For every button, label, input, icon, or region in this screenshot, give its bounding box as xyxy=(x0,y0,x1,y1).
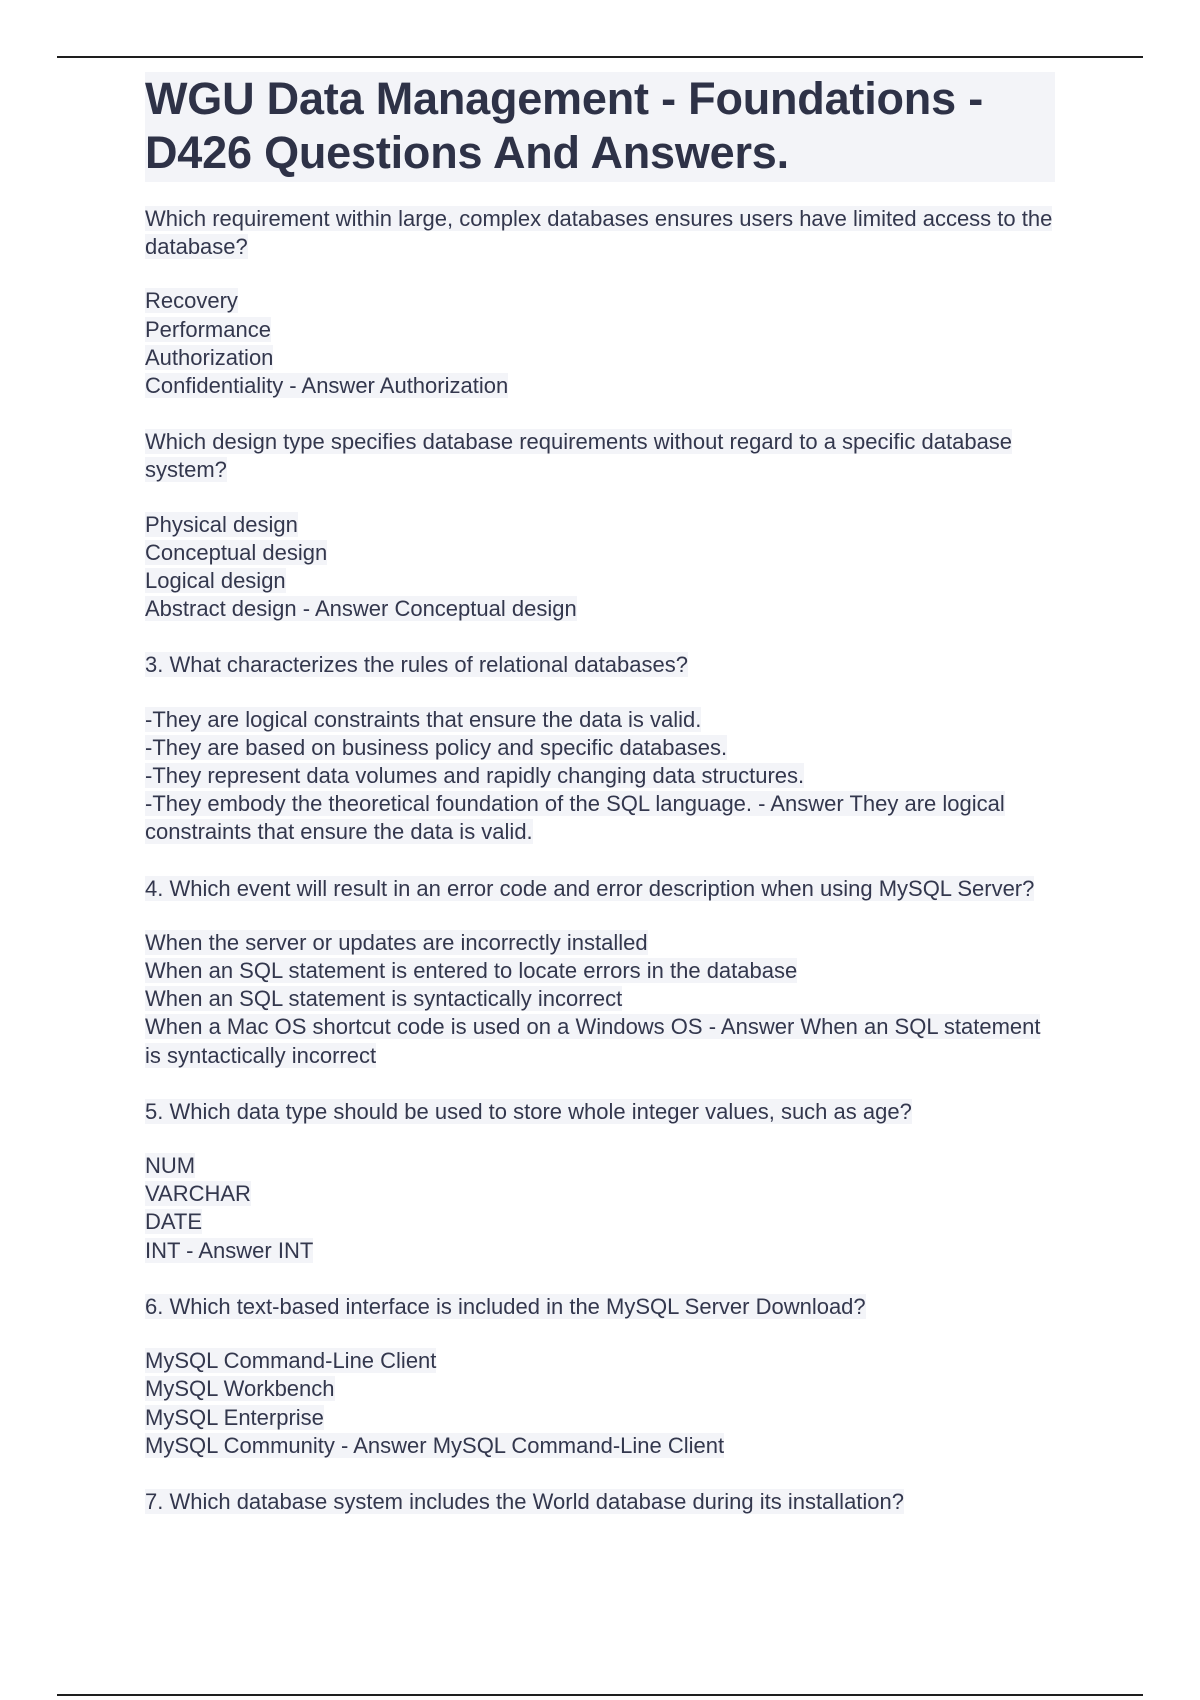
document-title: WGU Data Management - Foundations - D426 Questions And Answers. xyxy=(145,72,1055,182)
answer-option: Performance xyxy=(145,316,271,342)
answer-option: When a Mac OS shortcut code is used on a Windows OS - Answer When an SQL statement is syntactically incorrect xyxy=(145,1014,1041,1068)
qa-item xyxy=(145,1098,1055,1265)
answer-option: When an SQL statement is entered to locate errors in the database xyxy=(145,958,798,984)
qa-item xyxy=(145,875,1055,1070)
answer-option: Conceptual design xyxy=(145,539,328,565)
answer-option: Physical design xyxy=(145,511,298,537)
answer-option: When the server or updates are incorrectly installed xyxy=(145,929,648,955)
answer-option: NUM xyxy=(145,1153,196,1179)
document-page xyxy=(145,72,1055,1544)
answer-options xyxy=(145,287,1055,400)
qa-item xyxy=(145,651,1055,846)
question-text: 6. Which text-based interface is included in the MySQL Server Download? xyxy=(145,1293,866,1319)
qa-item xyxy=(145,1488,1055,1516)
answer-option: -They embody the theoretical foundation of the SQL language. - Answer They are logical constraints that ensure the data is valid. xyxy=(145,791,1005,845)
answer-option: Logical design xyxy=(145,568,286,594)
answer-options xyxy=(145,706,1055,847)
answer-option: -They are logical constraints that ensure the data is valid. xyxy=(145,706,702,732)
answer-option: MySQL Community - Answer MySQL Command-Line Client xyxy=(145,1432,725,1458)
answer-option: When an SQL statement is syntactically incorrect xyxy=(145,986,623,1012)
question-text: 7. Which database system includes the World database during its installation? xyxy=(145,1488,905,1514)
question-text: Which design type specifies database requirements without regard to a specific database system? xyxy=(145,429,1013,483)
qa-list xyxy=(145,205,1055,1516)
answer-option: Confidentiality - Answer Authorization xyxy=(145,373,509,399)
answer-option: INT - Answer INT xyxy=(145,1237,314,1263)
answer-option: MySQL Enterprise xyxy=(145,1404,324,1430)
qa-item xyxy=(145,1293,1055,1460)
question-text: 3. What characterizes the rules of relational databases? xyxy=(145,652,688,678)
answer-option: Recovery xyxy=(145,288,238,314)
answer-options xyxy=(145,1347,1055,1460)
top-rule xyxy=(57,56,1143,58)
qa-item xyxy=(145,205,1055,400)
answer-options xyxy=(145,1152,1055,1265)
answer-option: Authorization xyxy=(145,344,274,370)
question-text: 5. Which data type should be used to store whole integer values, such as age? xyxy=(145,1098,912,1124)
qa-item xyxy=(145,428,1055,623)
answer-option: VARCHAR xyxy=(145,1181,251,1207)
bottom-rule xyxy=(57,1694,1143,1696)
answer-options xyxy=(145,929,1055,1070)
answer-option: MySQL Command-Line Client xyxy=(145,1348,437,1374)
answer-option: -They are based on business policy and specific databases. xyxy=(145,734,728,760)
answer-option: DATE xyxy=(145,1209,203,1235)
answer-option: Abstract design - Answer Conceptual design xyxy=(145,596,577,622)
answer-option: MySQL Workbench xyxy=(145,1376,335,1402)
question-text: Which requirement within large, complex databases ensures users have limited access to the database? xyxy=(145,206,1053,260)
question-text: 4. Which event will result in an error code and error description when using MySQL Server? xyxy=(145,875,1035,901)
answer-option: -They represent data volumes and rapidly changing data structures. xyxy=(145,763,805,789)
answer-options xyxy=(145,511,1055,624)
